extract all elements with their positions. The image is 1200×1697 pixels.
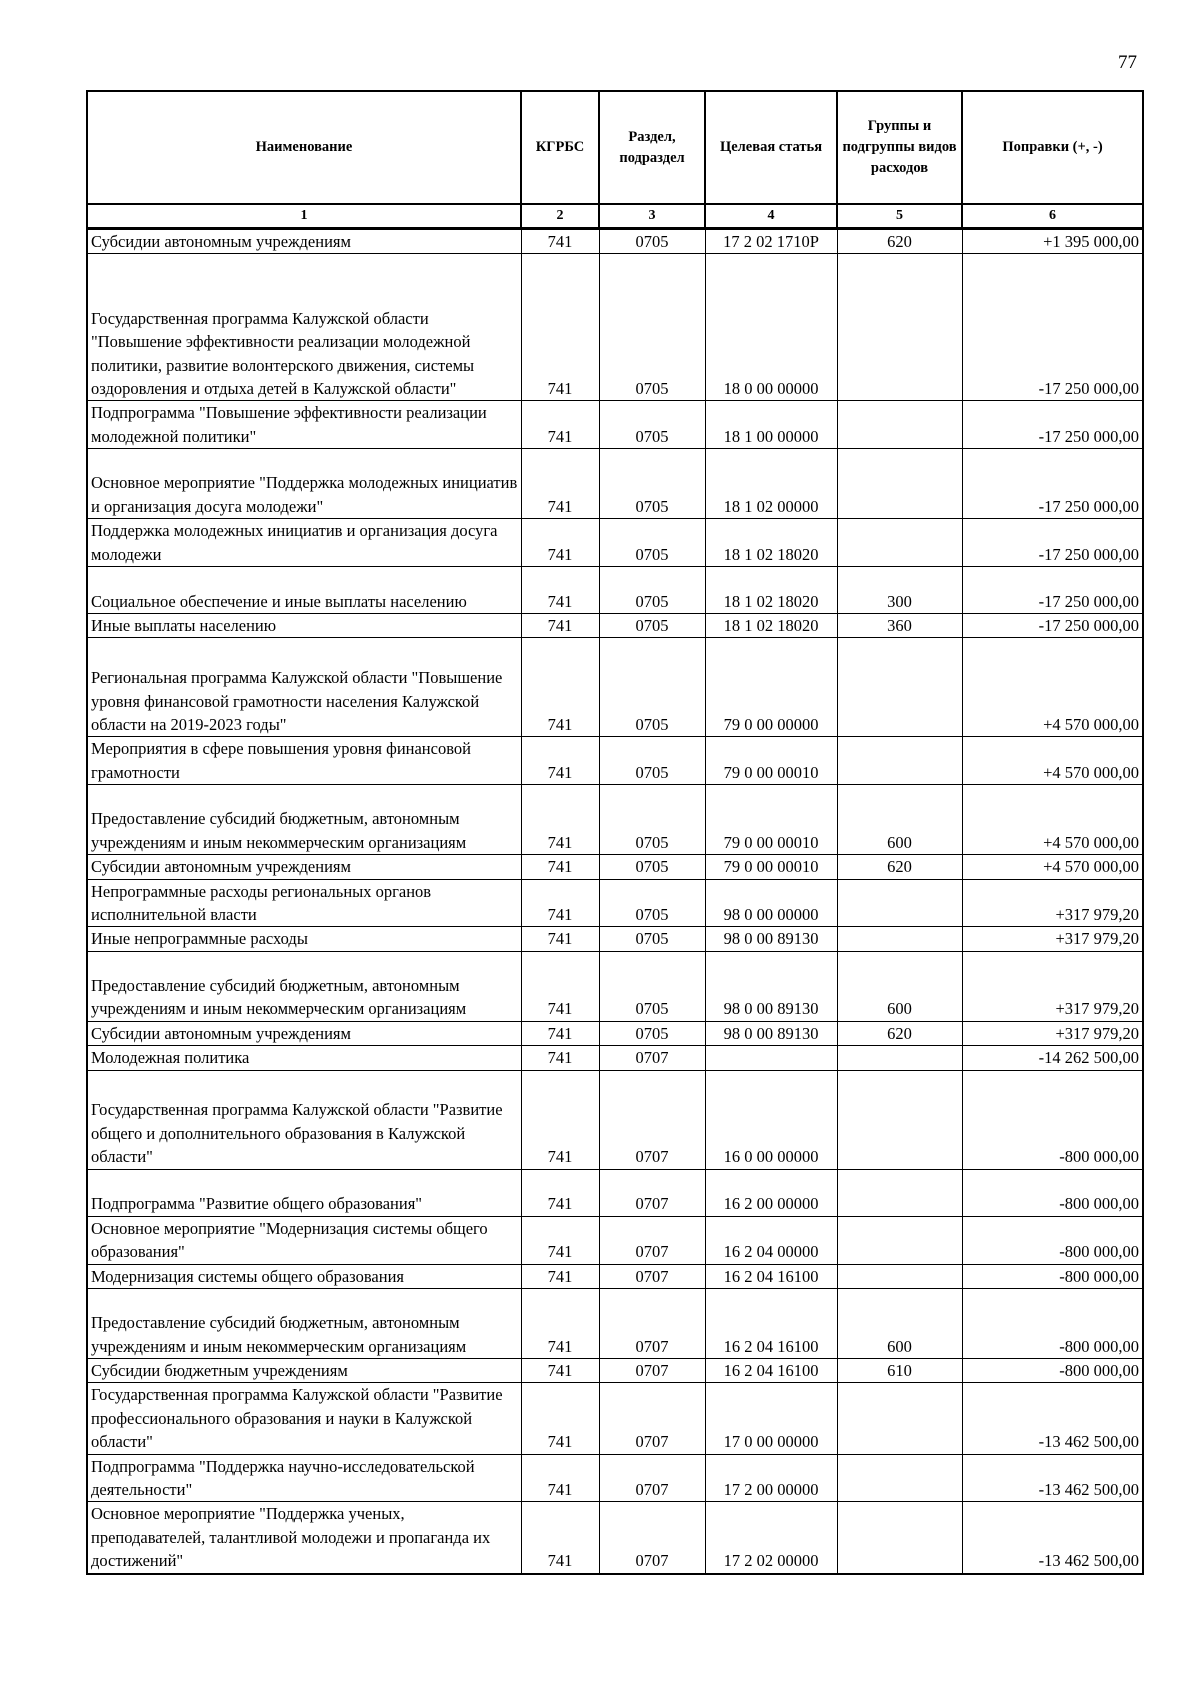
row-group: 600 (837, 951, 962, 1021)
row-name: Субсидии автономным учреждениям (87, 855, 521, 879)
row-name: Региональная программа Калужской области "Повышение уровня финансовой грамотности населения Калужской области на 2019-2023 годы" (87, 638, 521, 737)
row-section: 0705 (599, 879, 705, 927)
row-kgrbs: 741 (521, 229, 599, 254)
row-section: 0705 (599, 638, 705, 737)
row-name: Субсидии автономным учреждениям (87, 1021, 521, 1045)
row-section: 0705 (599, 737, 705, 785)
table-row (87, 1383, 1143, 1454)
row-target: 17 2 02 00000 (705, 1502, 837, 1574)
row-target: 18 1 02 18020 (705, 519, 837, 567)
row-amount: -800 000,00 (962, 1358, 1143, 1382)
row-kgrbs: 741 (521, 401, 599, 449)
row-section: 0707 (599, 1046, 705, 1070)
row-target: 79 0 00 00010 (705, 855, 837, 879)
row-amount: -17 250 000,00 (962, 519, 1143, 567)
row-section: 0705 (599, 855, 705, 879)
row-name: Социальное обеспечение и иные выплаты населению (87, 567, 521, 614)
row-name: Государственная программа Калужской области "Развитие общего и дополнительного образования в Калужской области" (87, 1070, 521, 1169)
table-row (87, 1216, 1143, 1264)
row-kgrbs: 741 (521, 1264, 599, 1288)
row-section: 0705 (599, 785, 705, 855)
table-row (87, 1502, 1143, 1574)
row-name: Предоставление субсидий бюджетным, автономным учреждениям и иным некоммерческим организациям (87, 785, 521, 855)
row-amount: +4 570 000,00 (962, 785, 1143, 855)
column-number: 4 (705, 204, 837, 229)
row-name: Основное мероприятие "Поддержка молодежных инициатив и организация досуга молодежи" (87, 449, 521, 519)
row-group (837, 927, 962, 951)
table-row (87, 1021, 1143, 1045)
header-target: Целевая статья (705, 91, 837, 204)
row-section: 0707 (599, 1070, 705, 1169)
row-section: 0707 (599, 1169, 705, 1216)
row-kgrbs: 741 (521, 1169, 599, 1216)
row-group: 610 (837, 1358, 962, 1382)
row-amount: -17 250 000,00 (962, 254, 1143, 401)
row-group (837, 1169, 962, 1216)
row-target: 16 2 04 00000 (705, 1216, 837, 1264)
page-number: 77 (1118, 52, 1137, 73)
row-section: 0705 (599, 254, 705, 401)
row-group (837, 1216, 962, 1264)
row-amount: -17 250 000,00 (962, 614, 1143, 638)
table-row (87, 567, 1143, 614)
row-section: 0705 (599, 229, 705, 254)
table-row (87, 1070, 1143, 1169)
row-target: 16 2 04 16100 (705, 1358, 837, 1382)
table-row (87, 927, 1143, 951)
row-kgrbs: 741 (521, 638, 599, 737)
row-target: 79 0 00 00010 (705, 785, 837, 855)
row-amount: -17 250 000,00 (962, 449, 1143, 519)
row-amount: -800 000,00 (962, 1288, 1143, 1358)
row-group (837, 1383, 962, 1454)
row-target: 16 2 04 16100 (705, 1288, 837, 1358)
row-group (837, 1502, 962, 1574)
row-target: 17 2 00 00000 (705, 1454, 837, 1502)
row-section: 0707 (599, 1502, 705, 1574)
row-section: 0705 (599, 927, 705, 951)
row-kgrbs: 741 (521, 927, 599, 951)
table-header-row (87, 91, 1143, 204)
row-target: 18 1 02 18020 (705, 614, 837, 638)
row-kgrbs: 741 (521, 737, 599, 785)
row-kgrbs: 741 (521, 614, 599, 638)
row-amount: +317 979,20 (962, 879, 1143, 927)
row-section: 0707 (599, 1358, 705, 1382)
row-group: 600 (837, 1288, 962, 1358)
row-kgrbs: 741 (521, 519, 599, 567)
table-row (87, 785, 1143, 855)
row-target: 18 1 02 00000 (705, 449, 837, 519)
row-kgrbs: 741 (521, 1383, 599, 1454)
row-section: 0705 (599, 401, 705, 449)
table-row (87, 879, 1143, 927)
row-target: 98 0 00 89130 (705, 927, 837, 951)
row-kgrbs: 741 (521, 951, 599, 1021)
table-row (87, 1288, 1143, 1358)
row-group (837, 737, 962, 785)
table-row (87, 951, 1143, 1021)
row-amount: -13 462 500,00 (962, 1502, 1143, 1574)
header-kgrbs: КГРБС (521, 91, 599, 204)
column-number: 1 (87, 204, 521, 229)
row-kgrbs: 741 (521, 785, 599, 855)
row-amount: -13 462 500,00 (962, 1454, 1143, 1502)
row-section: 0705 (599, 1021, 705, 1045)
row-target: 16 2 04 16100 (705, 1264, 837, 1288)
table-row (87, 737, 1143, 785)
row-section: 0707 (599, 1383, 705, 1454)
row-amount: +4 570 000,00 (962, 737, 1143, 785)
row-group: 300 (837, 567, 962, 614)
row-name: Поддержка молодежных инициатив и организация досуга молодежи (87, 519, 521, 567)
table-row (87, 254, 1143, 401)
table-row (87, 401, 1143, 449)
row-group (837, 638, 962, 737)
row-section: 0705 (599, 614, 705, 638)
row-name: Предоставление субсидий бюджетным, автономным учреждениям и иным некоммерческим организациям (87, 1288, 521, 1358)
row-group: 620 (837, 1021, 962, 1045)
row-name: Иные непрограммные расходы (87, 927, 521, 951)
row-name: Основное мероприятие "Модернизация системы общего образования" (87, 1216, 521, 1264)
row-group (837, 401, 962, 449)
row-amount: +1 395 000,00 (962, 229, 1143, 254)
row-section: 0705 (599, 567, 705, 614)
row-group (837, 449, 962, 519)
row-kgrbs: 741 (521, 254, 599, 401)
row-section: 0705 (599, 951, 705, 1021)
row-target: 16 2 00 00000 (705, 1169, 837, 1216)
header-groups: Группы и подгруппы видов расходов (837, 91, 962, 204)
row-group (837, 1046, 962, 1070)
row-section: 0707 (599, 1454, 705, 1502)
row-kgrbs: 741 (521, 567, 599, 614)
table-row (87, 1358, 1143, 1382)
table-row (87, 1454, 1143, 1502)
row-target: 18 1 00 00000 (705, 401, 837, 449)
row-amount: +317 979,20 (962, 927, 1143, 951)
row-section: 0705 (599, 519, 705, 567)
row-kgrbs: 741 (521, 1046, 599, 1070)
row-name: Мероприятия в сфере повышения уровня финансовой грамотности (87, 737, 521, 785)
row-amount: -800 000,00 (962, 1070, 1143, 1169)
header-section: Раздел, подраздел (599, 91, 705, 204)
row-amount: +4 570 000,00 (962, 855, 1143, 879)
table-row (87, 1264, 1143, 1288)
row-name: Подпрограмма "Повышение эффективности реализации молодежной политики" (87, 401, 521, 449)
row-name: Субсидии бюджетным учреждениям (87, 1358, 521, 1382)
budget-amendments-table (86, 90, 1144, 1575)
row-kgrbs: 741 (521, 879, 599, 927)
row-amount: -800 000,00 (962, 1264, 1143, 1288)
row-target: 17 0 00 00000 (705, 1383, 837, 1454)
row-name: Модернизация системы общего образования (87, 1264, 521, 1288)
row-amount: -800 000,00 (962, 1169, 1143, 1216)
row-target (705, 1046, 837, 1070)
row-amount: +4 570 000,00 (962, 638, 1143, 737)
row-kgrbs: 741 (521, 1070, 599, 1169)
table-row (87, 519, 1143, 567)
row-amount: -14 262 500,00 (962, 1046, 1143, 1070)
row-group (837, 1070, 962, 1169)
row-kgrbs: 741 (521, 1021, 599, 1045)
row-name: Государственная программа Калужской области "Развитие профессионального образования и науки в Калужской области" (87, 1383, 521, 1454)
table-row (87, 638, 1143, 737)
row-name: Субсидии автономным учреждениям (87, 229, 521, 254)
row-target: 18 1 02 18020 (705, 567, 837, 614)
row-target: 79 0 00 00000 (705, 638, 837, 737)
row-kgrbs: 741 (521, 1454, 599, 1502)
row-group (837, 1454, 962, 1502)
row-target: 98 0 00 89130 (705, 951, 837, 1021)
row-amount: -800 000,00 (962, 1216, 1143, 1264)
row-target: 98 0 00 00000 (705, 879, 837, 927)
row-group: 600 (837, 785, 962, 855)
row-target: 18 0 00 00000 (705, 254, 837, 401)
table-body (87, 229, 1143, 1574)
column-number-row (87, 204, 1143, 229)
row-target: 17 2 02 1710Р (705, 229, 837, 254)
row-target: 16 0 00 00000 (705, 1070, 837, 1169)
row-name: Иные выплаты населению (87, 614, 521, 638)
row-kgrbs: 741 (521, 1358, 599, 1382)
row-section: 0705 (599, 449, 705, 519)
row-kgrbs: 741 (521, 1288, 599, 1358)
table-row (87, 229, 1143, 254)
table-row (87, 1046, 1143, 1070)
row-kgrbs: 741 (521, 1216, 599, 1264)
header-amendments: Поправки (+, -) (962, 91, 1143, 204)
row-amount: -17 250 000,00 (962, 401, 1143, 449)
row-section: 0707 (599, 1264, 705, 1288)
row-group (837, 254, 962, 401)
row-name: Непрограммные расходы региональных органов исполнительной власти (87, 879, 521, 927)
table-row (87, 614, 1143, 638)
row-amount: -17 250 000,00 (962, 567, 1143, 614)
row-amount: +317 979,20 (962, 951, 1143, 1021)
row-kgrbs: 741 (521, 855, 599, 879)
column-number: 6 (962, 204, 1143, 229)
table-row (87, 855, 1143, 879)
row-amount: -13 462 500,00 (962, 1383, 1143, 1454)
row-kgrbs: 741 (521, 449, 599, 519)
row-group: 360 (837, 614, 962, 638)
row-kgrbs: 741 (521, 1502, 599, 1574)
row-group (837, 1264, 962, 1288)
row-name: Государственная программа Калужской области "Повышение эффективности реализации молодежной политики, развитие волонтерского движения, системы оздоровления и отдыха детей в Калужской области" (87, 254, 521, 401)
row-target: 98 0 00 89130 (705, 1021, 837, 1045)
row-amount: +317 979,20 (962, 1021, 1143, 1045)
column-number: 5 (837, 204, 962, 229)
row-group (837, 519, 962, 567)
row-name: Подпрограмма "Развитие общего образования" (87, 1169, 521, 1216)
row-name: Подпрограмма "Поддержка научно-исследовательской деятельности" (87, 1454, 521, 1502)
row-group: 620 (837, 855, 962, 879)
column-number: 2 (521, 204, 599, 229)
row-section: 0707 (599, 1288, 705, 1358)
row-target: 79 0 00 00010 (705, 737, 837, 785)
row-group (837, 879, 962, 927)
header-name: Наименование (87, 91, 521, 204)
row-group: 620 (837, 229, 962, 254)
row-name: Основное мероприятие "Поддержка ученых, преподавателей, талантливой молодежи и пропаганда их достижений" (87, 1502, 521, 1574)
row-name: Предоставление субсидий бюджетным, автономным учреждениям и иным некоммерческим организациям (87, 951, 521, 1021)
row-name: Молодежная политика (87, 1046, 521, 1070)
table-row (87, 1169, 1143, 1216)
row-section: 0707 (599, 1216, 705, 1264)
column-number: 3 (599, 204, 705, 229)
table-row (87, 449, 1143, 519)
